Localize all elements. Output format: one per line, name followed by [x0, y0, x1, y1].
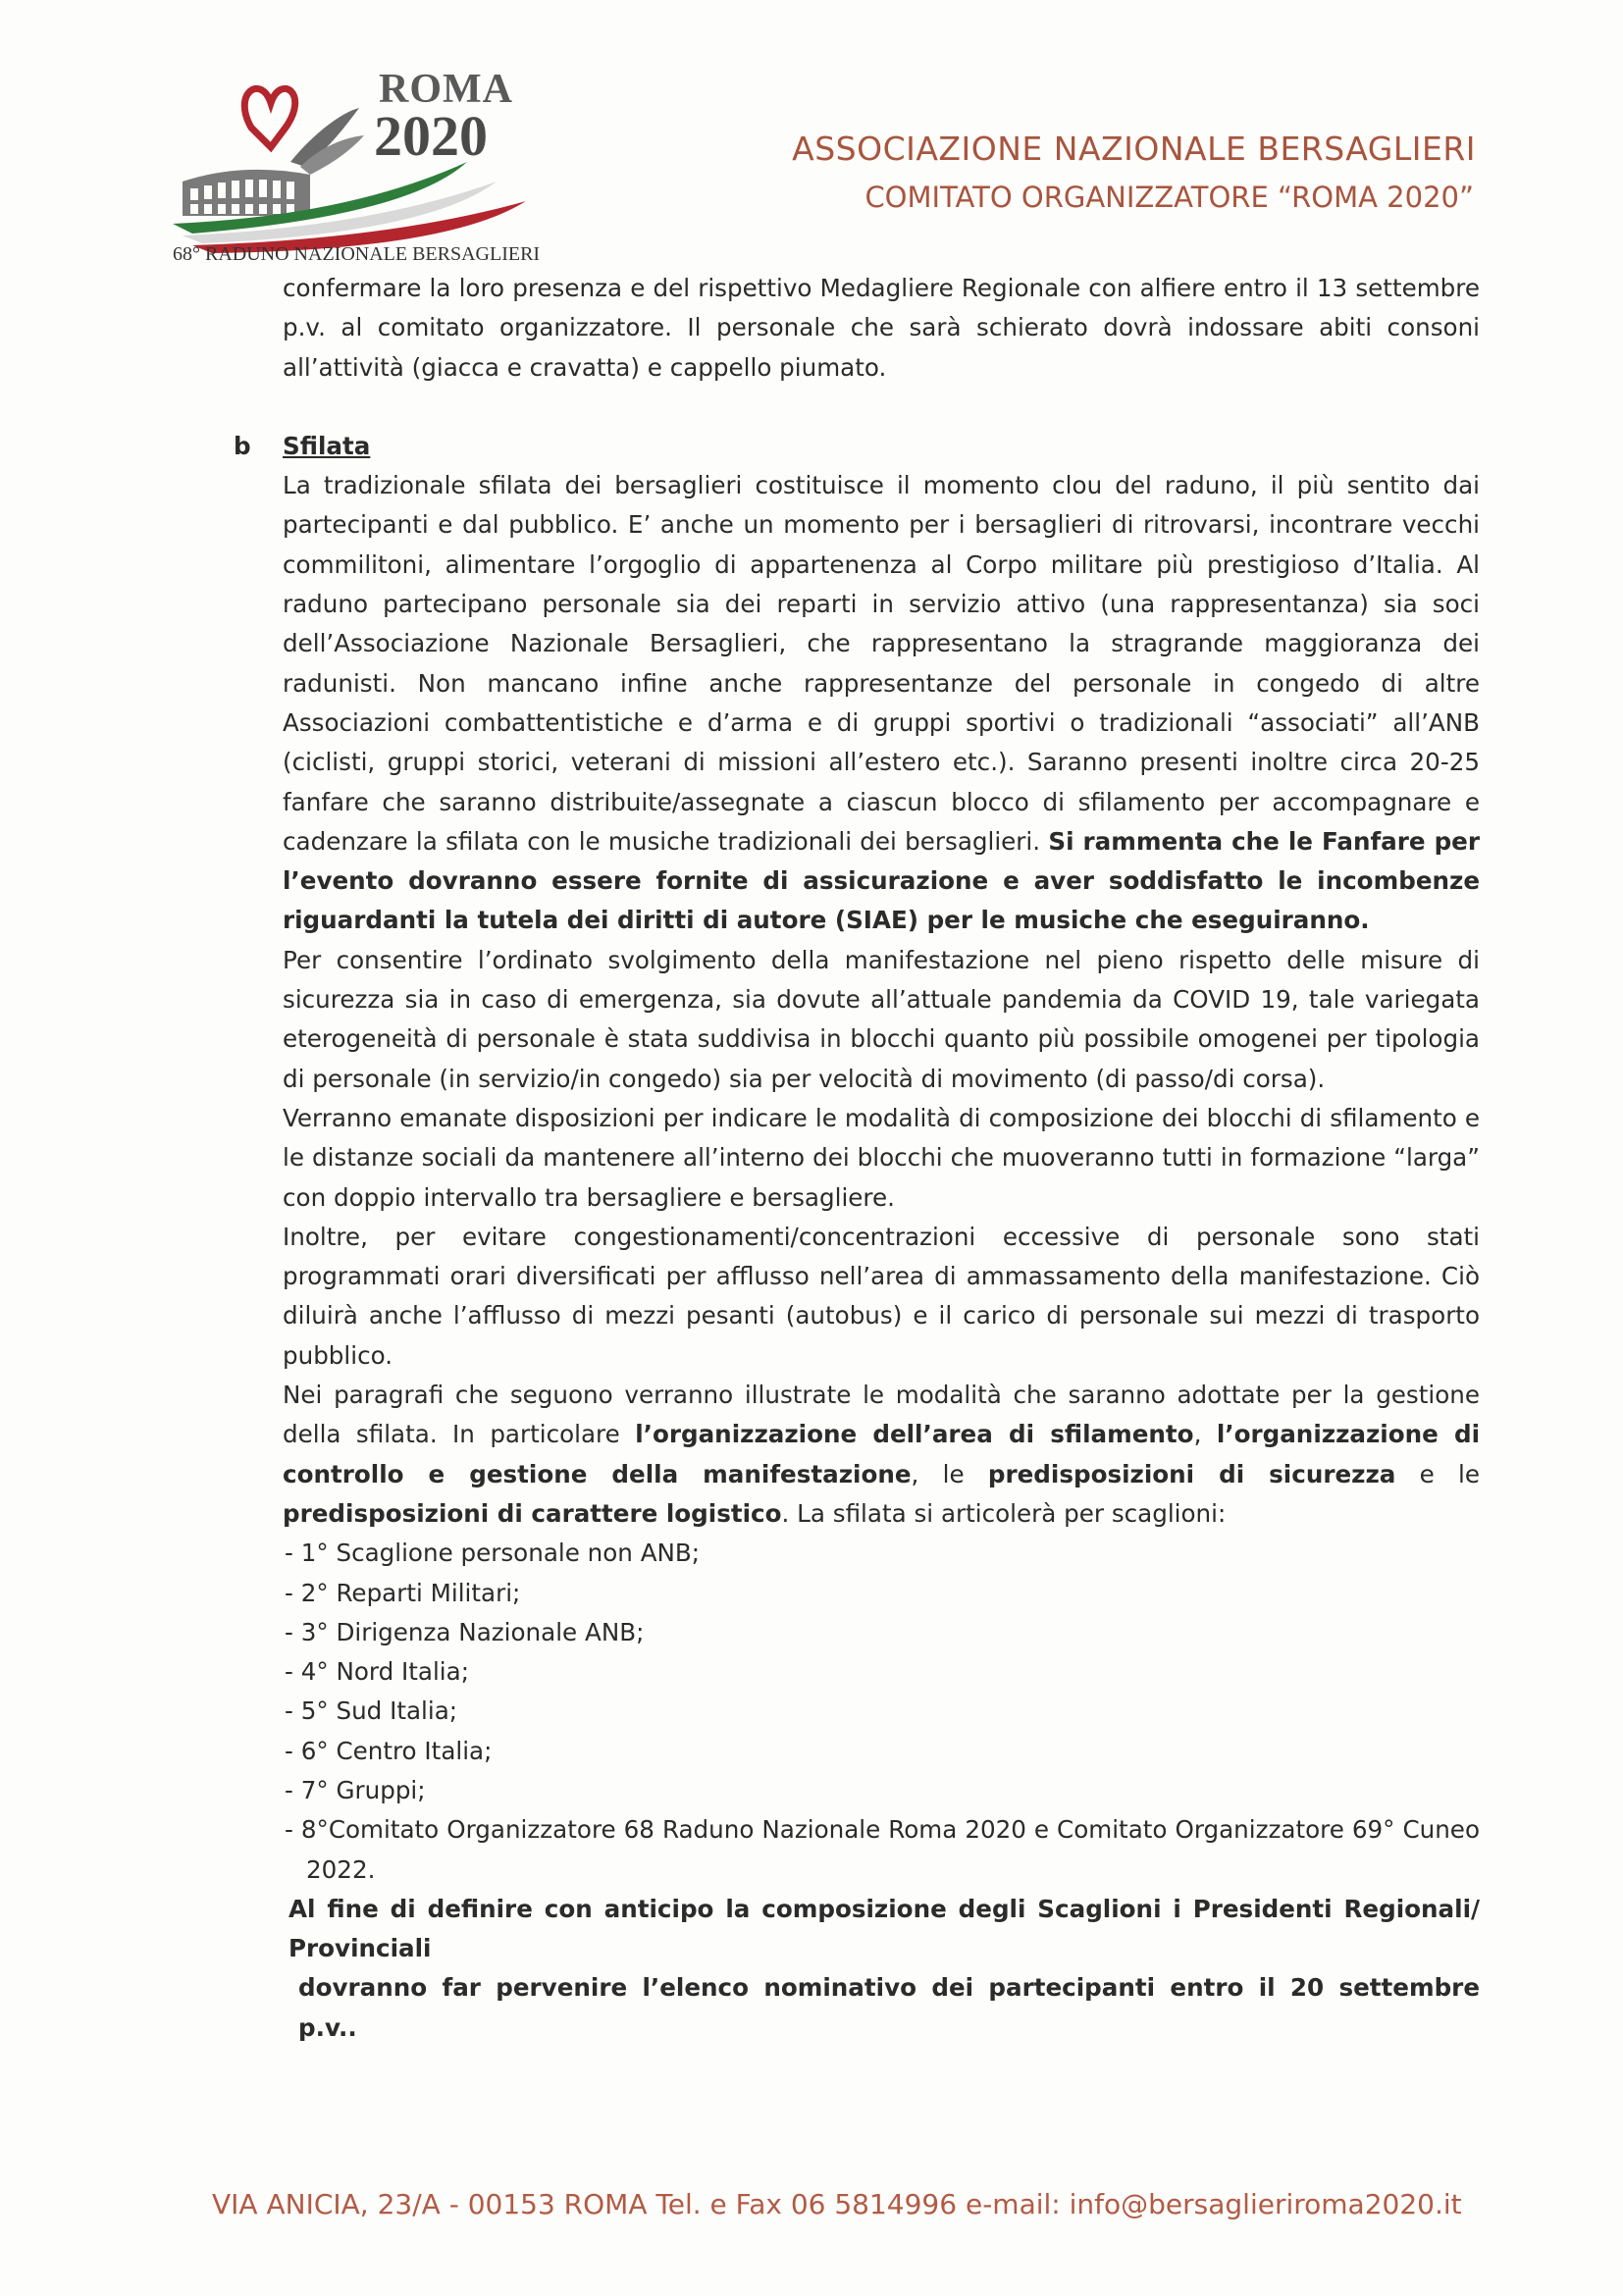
list-item: - 2° Reparti Militari; [285, 1578, 521, 1607]
text-run: , le [911, 1459, 988, 1488]
section-heading [234, 427, 1480, 466]
closing-line-2: dovranno far pervenire l’elenco nominativo dei partecipanti entro il 20 settembre p.v.. [298, 1973, 1480, 2042]
list-item: - 1° Scaglione personale non ANB; [285, 1539, 701, 1568]
intro-paragraph: confermare la loro presenza e del rispettivo Medagliere Regionale con alfiere entro il 13 settembre p.v. al comitato organizzatore. Il personale che sarà schierato dovrà indossare abiti consoni all’attività (giacca e cravatta) e cappello piumato. [283, 274, 1480, 382]
logo-year-text: 2020 [374, 104, 488, 168]
list-item: - 3° Dirigenza Nazionale ANB; [285, 1617, 645, 1646]
scaglioni-list [234, 1534, 1480, 1890]
list-item: - 8°Comitato Organizzatore 68 Raduno Nazionale Roma 2020 e Comitato Organizzatore 69° Cuneo 2022. [285, 1815, 1480, 1884]
section-letter: b [234, 431, 251, 460]
list-item: - 4° Nord Italia; [285, 1657, 469, 1687]
paragraph-sfilata-bold: Si rammenta che le Fanfare per l’evento dovranno essere fornite di assicurazione e aver soddisfatto le incombenze riguardanti la tutela dei diritti di autore (SIAE) per le musiche che eseguiranno. [283, 826, 1480, 935]
paragraph-sfilata-text: La tradizionale sfilata dei bersaglieri costituisce il momento clou del raduno, il più sentito dai partecipanti e dal pubblico. E’ anche un momento per i bersaglieri di ritrovarsi, incontrare vecchi commilitoni, alimentare l’orgoglio di appartenenza al Corpo militare più prestigioso d’Italia. Al raduno partecipano personale sia dei reparti in servizio attivo (una rappresentanza) sia soci dell’Associazione Nazionale Bersaglieri, che rappresentano la stragrande maggioranza dei radunisti. Non mancano infine anche rappresentanze del personale in congedo di altre Associazioni combattentistiche e d’arma e di gruppi sportivi o tradizionali “associati” all’ANB (ciclisti, gruppi storici, veterani di missioni all’estero etc.). Saranno presenti inoltre circa 20-25 fanfare che saranno distribuite/assegnate a ciascun blocco di sfilamento per accompagnare e cadenzare la sfilata con le musiche tradizionali dei bersaglieri. [283, 471, 1480, 856]
footer-contact: VIA ANICIA, 23/A - 00153 ROMA Tel. e Fax 06 5814996 e-mail: info@bersaglieriroma2020.it [212, 2188, 1462, 2220]
logo-roma-text: ROMA [379, 67, 513, 112]
list-item: - 7° Gruppi; [285, 1775, 426, 1804]
logo-subtitle: 68° RADUNO NAZIONALE BERSAGLIERI [173, 243, 541, 265]
text-run: , [1193, 1420, 1217, 1449]
list-item: - 5° Sud Italia; [285, 1696, 458, 1726]
roma-2020-logo [173, 69, 585, 275]
association-name: ASSOCIAZIONE NAZIONALE BERSAGLIERI [792, 130, 1476, 168]
paragraph-disposizioni: Verranno emanate disposizioni per indicare le modalità di composizione dei blocchi di sfilamento e le distanze sociali da mantenere all’interno dei blocchi che muoveranno tutti in formazione “larga” con doppio intervallo tra bersagliere e bersagliere. [283, 1103, 1480, 1212]
bold-run: predisposizioni di sicurezza [987, 1459, 1396, 1488]
paragraph-orari: Inoltre, per evitare congestionamenti/concentrazioni eccessive di personale sono stati programmati orari diversificati per afflusso nell’area di ammassamento della manifestazione. Ciò diluirà anche l’afflusso di mezzi pesanti (autobus) e il carico di personale sui mezzi di trasporto pubblico. [283, 1222, 1480, 1370]
list-item: - 6° Centro Italia; [285, 1736, 493, 1765]
text-run: Nei paragrafi che seguono verranno illustrate le modalità che saranno adottate per la gestione della sfilata. In particolare [283, 1381, 1480, 1449]
bold-run: predisposizioni di carattere logistico [283, 1498, 782, 1528]
bold-run: l’organizzazione di controllo e gestione della manifestazione [283, 1420, 1481, 1488]
section-title: Sfilata [283, 431, 371, 460]
text-run: e le [1395, 1459, 1480, 1488]
paragraph-modalita [234, 1376, 1480, 1534]
paragraph-sicurezza: Per consentire l’ordinato svolgimento della manifestazione nel pieno rispetto delle misure di sicurezza sia in caso di emergenza, sia dovute all’attuale pandemia da COVID 19, tale variegata eterogeneità di personale è stata suddivisa in blocchi quanto più possibile omogenei per tipologia di personale (in servizio/in congedo) sia per velocità di movimento (di passo/di corsa). [283, 945, 1480, 1093]
heart-icon [244, 88, 294, 147]
document-body [234, 269, 1480, 2048]
closing-paragraph [234, 1890, 1480, 2048]
closing-line-1: Al fine di definire con anticipo la composizione degli Scaglioni i Presidenti Regionali/ Provinciali [288, 1894, 1480, 1963]
text-run: . La sfilata si articolerà per scaglioni: [781, 1498, 1227, 1528]
committee-name: COMITATO ORGANIZZATORE “ROMA 2020” [864, 181, 1474, 214]
paragraph-sfilata [234, 466, 1480, 941]
bold-run: l’organizzazione dell’area di sfilamento [635, 1420, 1194, 1449]
